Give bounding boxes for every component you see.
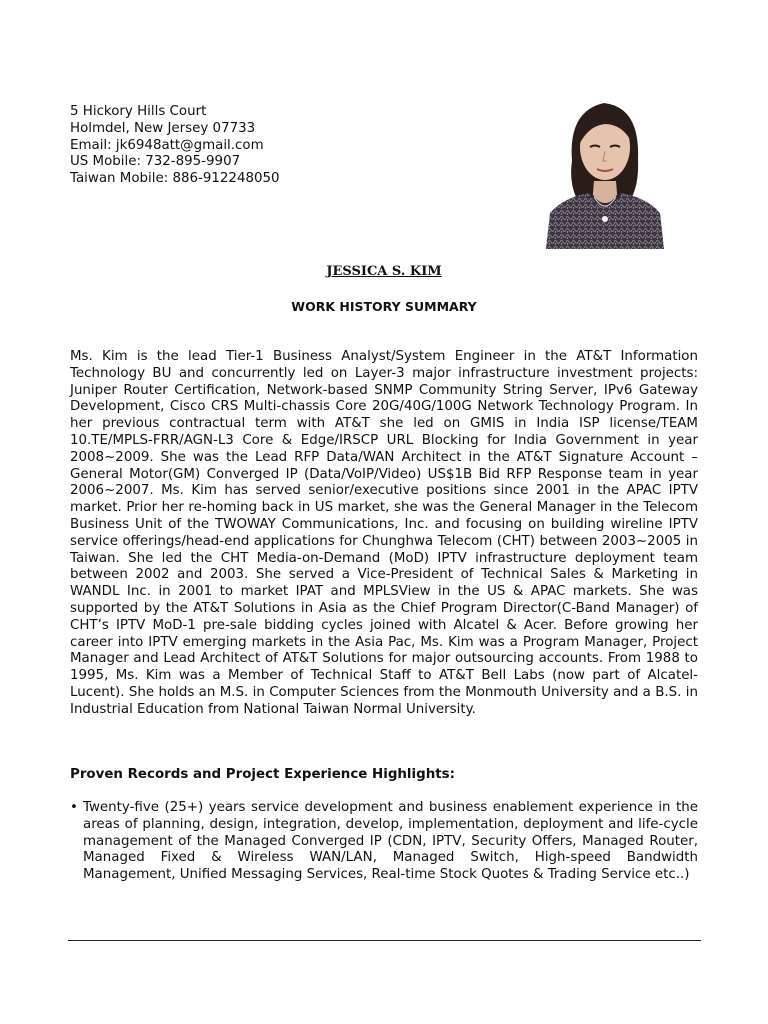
list-item-text: Twenty-five (25+) years service development and business enablement experience in the areas of planning, design, integration, develop, implementation, deployment and life-cycle management of the Managed Converged IP (CDN, IPTV, Security Offers, Managed Router, Managed Fixed & Wireless WAN/LAN, Managed Switch, High-speed Bandwidth Management, Unified Messaging Services, Real-time Stock Quotes & Trading Service etc..) [83, 800, 698, 883]
contact-street: 5 Hickory Hills Court [70, 104, 207, 119]
summary-paragraph: Ms. Kim is the lead Tier-1 Business Analyst/System Engineer in the AT&T Information Technology BU and concurrently led on Layer-3 major infrastructure investment projects: Juniper Router Certification, Network-based SNMP Community String Server, IPv6 Gateway Development, Cisco CRS Multi-chassis Core 20G/40G/100G Network Technology Program. In her previous contractual term with AT&T she led on GMIS in India ISP license/TEAM 10.TE/MPLS-FRR/AGN-L3 Core & Edge/IRSCP URL Blocking for India Government in year 2008~2009. She was the Lead RFP Data/WAN Architect in the AT&T Signature Account – General Motor(GM) Converged IP (Data/VoIP/Video) US$1B Bid RFP Response team in year 2006~2007. Ms. Kim has served senior/executive positions since 2001 in the APAC IPTV market. Prior her re-homing back in US market, she was the General Manager in the Telecom Business Unit of the TWOWAY Communications, Inc. and focusing on building wireline IPTV service offerings/head-end applications for Chunghwa Telecom (CHT) between 2003~2005 in Taiwan. She led the CHT Media-on-Demand (MoD) IPTV infrastructure deployment team between 2002 and 2003. She served a Vice-President of Technical Sales & Marketing in WANDL Inc. in 2001 to market IPAT and MPLSView in the US & APAC markets. She was supported by the AT&T Solutions in Asia as the Chief Program Director(C-Band Manager) of CHT’s IPTV MoD-1 pre-sale bidding cycles joined with Alcatel & Acer. Before growing her career into IPTV emerging markets in the Asia Pac, Ms. Kim was a Program Manager, Project Manager and Lead Architect of AT&T Solutions for major outsourcing accounts. From 1988 to 1995, Ms. Kim was a Member of Technical Staff to AT&T Bell Labs (now part of Alcatel-Lucent). She holds an M.S. in Computer Sciences from the Monmouth University and a B.S. in Industrial Education from National Taiwan Normal University. [70, 349, 698, 717]
profile-photo [542, 89, 668, 249]
person-name: JESSICA S. KIM [326, 264, 442, 279]
highlights-heading: Proven Records and Project Experience Highlights: [70, 767, 455, 782]
contact-email: Email: jk6948att@gmail.com [70, 137, 264, 153]
bullet-icon: • [70, 800, 78, 815]
contact-city: Holmdel, New Jersey 07733 [70, 120, 256, 136]
horizontal-divider [68, 940, 701, 941]
section-title: WORK HISTORY SUMMARY [291, 299, 477, 314]
contact-taiwan-mobile: Taiwan Mobile: 886-912248050 [70, 171, 280, 187]
highlights-list [70, 800, 698, 884]
list-item [70, 800, 698, 884]
contact-us-mobile: US Mobile: 732-895-9907 [70, 154, 241, 170]
contact-block [70, 104, 280, 188]
